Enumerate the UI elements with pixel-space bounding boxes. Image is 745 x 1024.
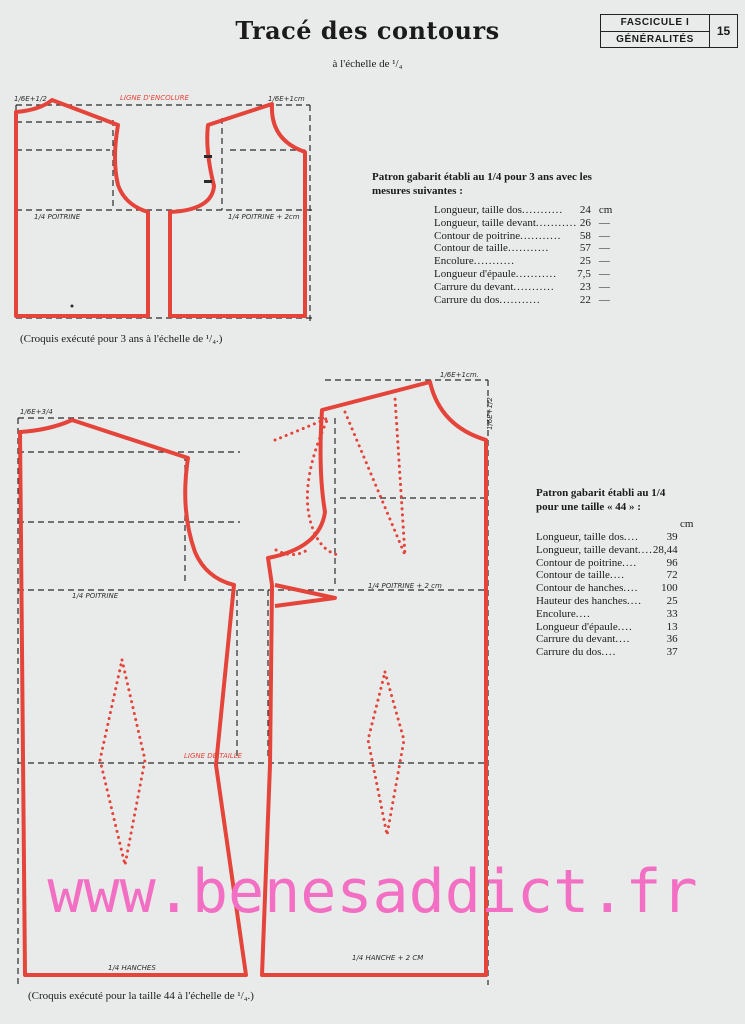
spec-label: Carrure du devant........... [434, 280, 555, 293]
label-big-hanches: 1/4 HANCHES [108, 964, 156, 972]
pattern-3ans [14, 94, 312, 322]
spec-row [536, 557, 678, 570]
spec-value: 58 [579, 229, 591, 242]
spec-value: 57 [579, 242, 591, 255]
spec-label: Contour de taille........... [434, 242, 550, 255]
spec-value: 25 [579, 255, 591, 268]
spec-unit: — [598, 255, 610, 268]
label-top-left: 1/6E+1/2 [14, 95, 47, 103]
label-big-taille: LIGNE DE TAILLE [184, 752, 243, 760]
spec-label: Contour de poitrine.... [536, 556, 638, 569]
spec-value: 24 [579, 204, 591, 216]
spec-label: Encolure.... [536, 607, 591, 620]
spec-value: 22 [579, 293, 591, 306]
caption-44: (Croquis exécuté pour la taille 44 à l'échelle de ¹/₄.) [28, 990, 254, 1002]
spec-unit: — [598, 242, 610, 255]
spec-value: 23 [579, 280, 591, 293]
spec-row [434, 268, 612, 281]
spec-44-unit: cm [680, 518, 694, 530]
spec-44-table [536, 531, 678, 659]
spec-label: Longueur d'épaule........... [434, 267, 557, 280]
spec-44-heading-1: Patron gabarit établi au 1/4 [536, 487, 666, 499]
spec-label: Longueur, taille devant........... [434, 216, 578, 229]
spec-label: Longueur, taille devant.... [536, 543, 653, 556]
spec-label: Encolure........... [434, 255, 515, 268]
spec-label: Carrure du devant.... [536, 633, 631, 646]
spec-row [434, 204, 612, 217]
spec-label: Carrure du dos.... [536, 646, 617, 659]
label-top-right: 1/6E+1cm [268, 95, 305, 103]
spec-3ans-heading-2: mesures suivantes : [372, 185, 463, 197]
spec-value: 26 [579, 216, 591, 229]
spec-label: Contour de taille.... [536, 569, 625, 582]
spec-row [536, 633, 678, 646]
spec-value: 13 [666, 620, 678, 633]
spec-row [536, 582, 678, 595]
spec-label: Longueur, taille dos.... [536, 531, 639, 543]
spec-row [434, 281, 612, 294]
page-subtitle: à l'échelle de ¹/₄ [332, 58, 403, 70]
spec-value: 28,44 [652, 543, 678, 556]
spec-label: Hauteur des hanches.... [536, 594, 643, 607]
spec-row [434, 217, 612, 230]
page-number: 15 [716, 24, 731, 38]
spec-row [536, 595, 678, 608]
label-big-top-right: 1/6E+1cm. [440, 371, 479, 379]
label-big-right-vertical: 1/6E+1/2 [486, 397, 494, 430]
spec-label: Longueur, taille dos........... [434, 204, 564, 216]
spec-value: 36 [666, 633, 678, 646]
spec-row [434, 255, 612, 268]
caption-3ans: (Croquis exécuté pour 3 ans à l'échelle de ¹/₄.) [20, 333, 223, 345]
spec-unit: — [598, 216, 610, 229]
label-big-left: 1/6E+3/4 [20, 408, 53, 416]
spec-row [536, 608, 678, 621]
spec-row [536, 544, 678, 557]
spec-value: 33 [666, 607, 678, 620]
spec-row [536, 531, 678, 544]
spec-value: 96 [666, 556, 678, 569]
spec-row [434, 294, 612, 307]
label-top-poitrine-plus: 1/4 POITRINE + 2cm [228, 213, 300, 221]
spec-3ans-heading-1: Patron gabarit établi au 1/4 pour 3 ans avec les [372, 171, 592, 183]
spec-label: Contour de poitrine........... [434, 229, 562, 242]
spec-unit: cm [598, 204, 613, 216]
watermark: www.benesaddict.fr [47, 857, 698, 927]
label-big-poitrine-plus: 1/4 POITRINE + 2 cm [368, 582, 442, 590]
label-big-poitrine: 1/4 POITRINE [72, 592, 119, 600]
spec-44-heading-2: pour une taille « 44 » : [536, 501, 641, 513]
spec-row [536, 569, 678, 582]
spec-unit: — [598, 229, 610, 242]
page-title: Tracé des contours [235, 16, 500, 45]
fascicule-label: FASCICULE I [601, 15, 709, 32]
section-label: GÉNÉRALITÉS [616, 33, 694, 45]
label-big-hanche-plus: 1/4 HANCHE + 2 CM [352, 954, 424, 962]
spec-44 [536, 486, 693, 659]
spec-unit: — [598, 267, 610, 280]
spec-3ans-table [434, 204, 612, 306]
spec-value: 100 [661, 582, 678, 595]
spec-value: 25 [666, 594, 678, 607]
spec-label: Longueur d'épaule.... [536, 620, 633, 633]
spec-value: 39 [666, 531, 678, 543]
spec-label: Contour de hanches.... [536, 582, 639, 595]
spec-row [434, 242, 612, 255]
spec-row [536, 646, 678, 659]
label-top-poitrine: 1/4 POITRINE [34, 213, 81, 221]
spec-row [536, 621, 678, 634]
spec-3ans [372, 170, 612, 306]
spec-value: 37 [666, 646, 678, 659]
spec-label: Carrure du dos........... [434, 293, 541, 306]
spec-unit: — [598, 280, 610, 293]
spec-unit: — [598, 293, 610, 306]
label-top-encolure: LIGNE D'ENCOLURE [120, 94, 189, 102]
spec-value: 72 [666, 569, 678, 582]
spec-row [434, 230, 612, 243]
spec-value: 7,5 [577, 267, 591, 280]
